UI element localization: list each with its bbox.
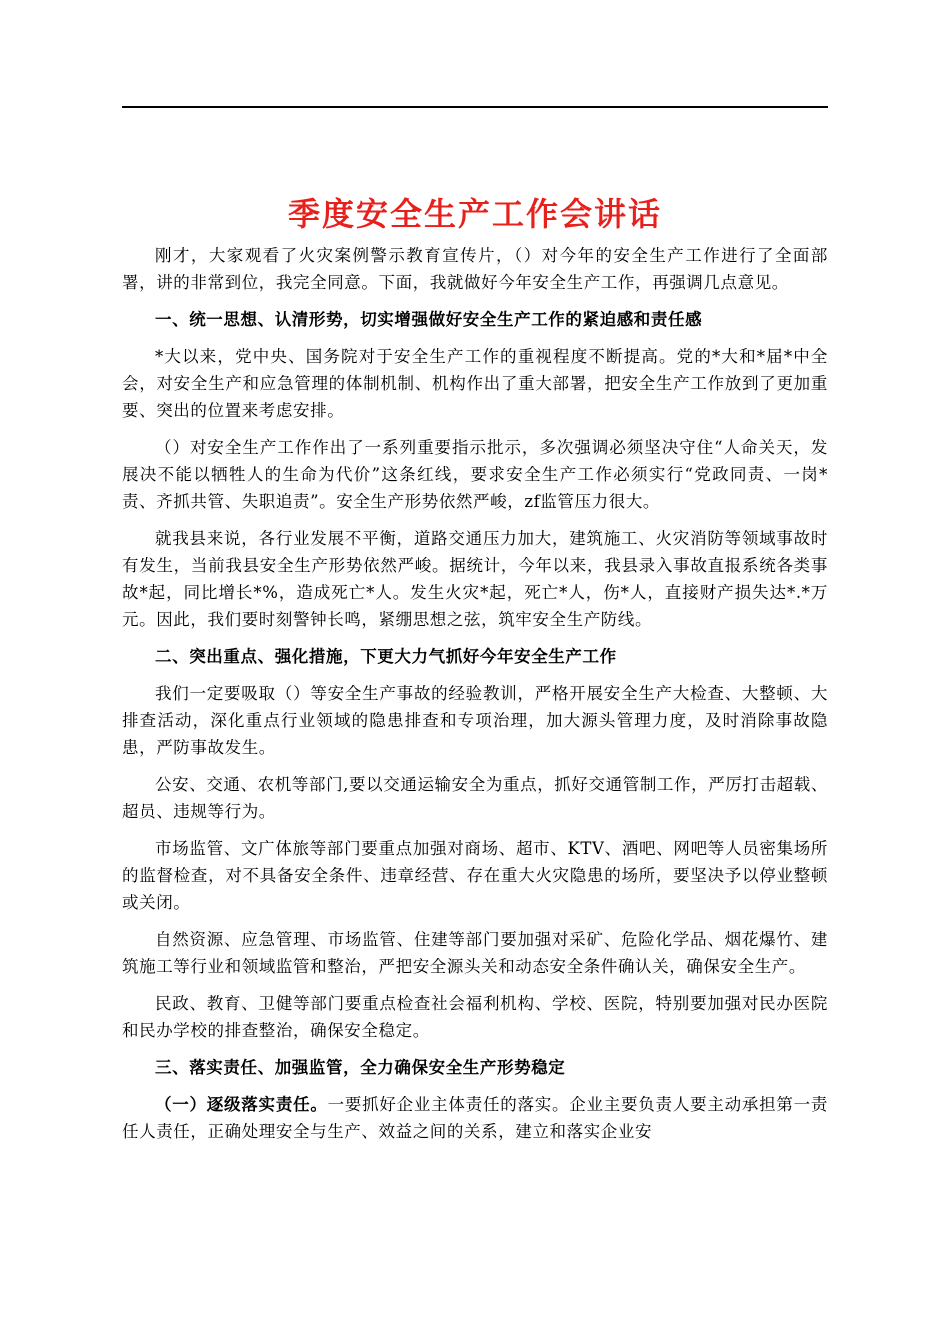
paragraph: 刚才，大家观看了火灾案例警示教育宣传片，（）对今年的安全生产工作进行了全面部署，讲的非常到位，我完全同意。下面，我就做好今年安全生产工作，再强调几点意见。 <box>122 246 828 292</box>
section-heading: 三、落实责任、加强监管，全力确保安全生产形势稳定 <box>155 1058 566 1077</box>
paragraph: 民政、教育、卫健等部门要重点检查社会福利机构、学校、医院，特别要加强对民办医院和民办学校的排查整治，确保安全稳定。 <box>122 994 828 1040</box>
section-heading: 二、突出重点、强化措施，下更大力气抓好今年安全生产工作 <box>155 647 617 666</box>
paragraph: （）对安全生产工作作出了一系列重要指示批示，多次强调必须坚决守住“人命关天，发展决不能以牺牲人的生命为代价”这条红线，要求安全生产工作必须实行“党政同责、一岗*责、齐抓共管、失职追责”。安全生产形势依然严峻，zf监管压力很大。 <box>122 438 828 511</box>
section-heading: 一、统一思想、认清形势，切实增强做好安全生产工作的紧迫感和责任感 <box>155 310 703 329</box>
paragraph: 自然资源、应急管理、市场监管、住建等部门要加强对采矿、危险化学品、烟花爆竹、建筑施工等行业和领域监管和整治，严把安全源头关和动态安全条件确认关，确保安全生产。 <box>122 930 828 976</box>
document-body <box>122 242 828 1155</box>
paragraph-text: 一要抓好企业主体责任的落实。企业主要负责人要主动承担第一责任人责任，正确处理安全与生产、效益之间的关系，建立和落实企业安 <box>122 1095 828 1141</box>
header-rule <box>122 106 828 108</box>
paragraph <box>122 1091 828 1145</box>
document-title: 季度安全生产工作会讲话 <box>287 195 662 233</box>
subsection-lead: （一）逐级落实责任。 <box>155 1095 328 1114</box>
paragraph: 就我县来说，各行业发展不平衡，道路交通压力加大，建筑施工、火灾消防等领域事故时有发生，当前我县安全生产形势依然严峻。据统计，今年以来，我县录入事故直报系统各类事故*起，同比增长*%，造成死亡*人。发生火灾*起，死亡*人，伤*人，直接财产损失达*.*万元。因此，我们要时刻警钟长鸣，紧绷思想之弦，筑牢安全生产防线。 <box>122 529 828 629</box>
paragraph: 市场监管、文广体旅等部门要重点加强对商场、超市、KTV、酒吧、网吧等人员密集场所的监督检查，对不具备安全条件、违章经营、存在重大火灾隐患的场所，要坚决予以停业整顿或关闭。 <box>122 839 828 912</box>
paragraph: 我们一定要吸取（）等安全生产事故的经验教训，严格开展安全生产大检查、大整顿、大排查活动，深化重点行业领域的隐患排查和专项治理，加大源头管理力度，及时消除事故隐患，严防事故发生。 <box>122 684 828 757</box>
paragraph: 公安、交通、农机等部门,要以交通运输安全为重点，抓好交通管制工作，严厉打击超载、超员、违规等行为。 <box>122 775 828 821</box>
paragraph: *大以来，党中央、国务院对于安全生产工作的重视程度不断提高。党的*大和*届*中全会，对安全生产和应急管理的体制机制、机构作出了重大部署，把安全生产工作放到了更加重要、突出的位置来考虑安排。 <box>122 347 828 420</box>
